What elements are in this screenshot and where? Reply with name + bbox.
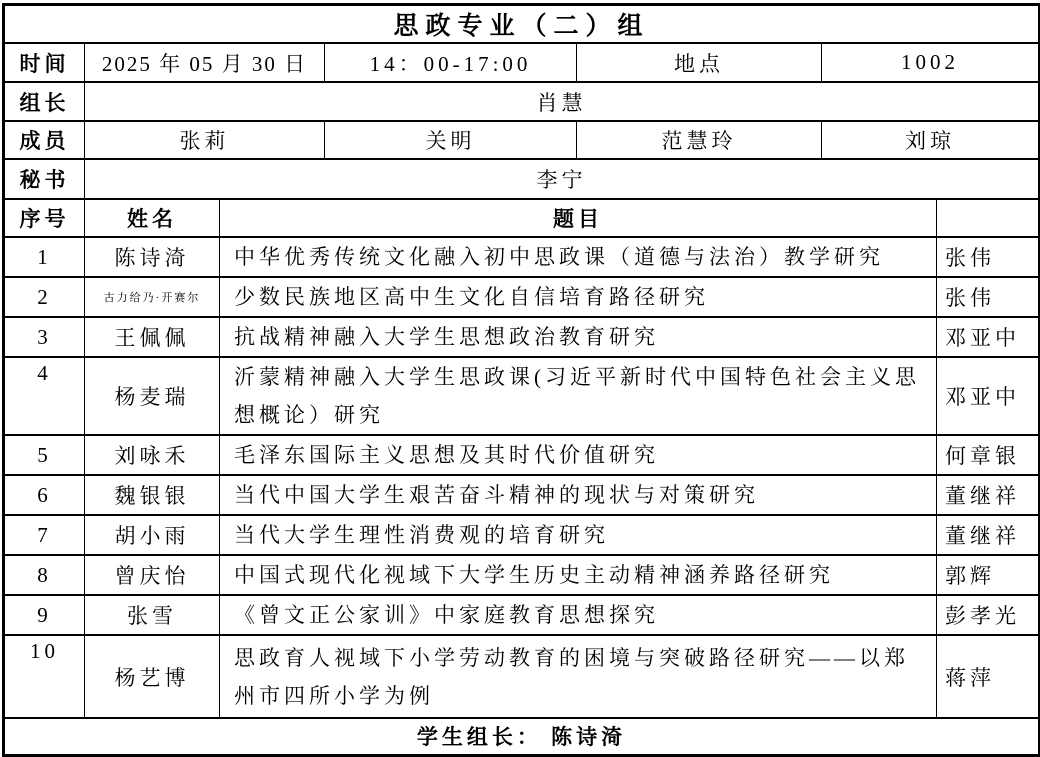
advisor-name: 董继祥: [937, 515, 1040, 555]
student-name: 胡小雨: [85, 515, 220, 555]
row-index: 2: [4, 277, 85, 317]
table-row: [4, 635, 1040, 718]
thesis-topic: 少数民族地区高中生文化自信培育路径研究: [220, 277, 937, 317]
member-name: 关明: [325, 121, 577, 159]
member-name: 张莉: [85, 121, 325, 159]
secretary-label: 秘书: [4, 159, 85, 199]
leader-row: [4, 82, 1040, 121]
table-row: [4, 317, 1040, 357]
row-index: 9: [4, 595, 85, 635]
table-row: [4, 475, 1040, 515]
table-row: [4, 515, 1040, 555]
student-name: 魏银银: [85, 475, 220, 515]
footer-row: [4, 718, 1040, 755]
advisor-name: 彭孝光: [937, 595, 1040, 635]
defense-schedule-table: [2, 3, 1040, 757]
table-row: [4, 277, 1040, 317]
advisor-name: 蒋萍: [937, 635, 1040, 718]
student-leader-note: 学生组长： 陈诗渏: [4, 718, 1040, 755]
student-name: 曾庆怡: [85, 555, 220, 595]
location-label: 地点: [577, 43, 822, 82]
advisor-name: 邓亚中: [937, 317, 1040, 357]
student-name: 张雪: [85, 595, 220, 635]
thesis-topic: 思政育人视域下小学劳动教育的困境与突破路径研究——以郑州市四所小学为例: [220, 635, 937, 718]
row-index: 6: [4, 475, 85, 515]
row-index: 7: [4, 515, 85, 555]
student-name: 古力给乃·开赛尔: [85, 277, 220, 317]
thesis-topic: 毛泽东国际主义思想及其时代价值研究: [220, 435, 937, 475]
student-name: 陈诗渏: [85, 237, 220, 277]
member-name: 范慧玲: [577, 121, 822, 159]
row-index: 3: [4, 317, 85, 357]
thesis-topic: 抗战精神融入大学生思想政治教育研究: [220, 317, 937, 357]
advisor-name: 郭辉: [937, 555, 1040, 595]
table-row: [4, 237, 1040, 277]
member-name: 刘琼: [822, 121, 1040, 159]
page-title: 思政专业（二）组: [4, 5, 1040, 44]
row-index: 5: [4, 435, 85, 475]
row-index: 10: [4, 635, 85, 718]
secretary-value: 李宁: [85, 159, 1040, 199]
table-row: [4, 357, 1040, 435]
advisor-name: 邓亚中: [937, 357, 1040, 435]
advisor-name: 何章银: [937, 435, 1040, 475]
thesis-topic: 中华优秀传统文化融入初中思政课（道德与法治）教学研究: [220, 237, 937, 277]
advisor-name: 张伟: [937, 277, 1040, 317]
members-row: [4, 121, 1040, 159]
leader-label: 组长: [4, 82, 85, 121]
index-header: 序号: [4, 199, 85, 237]
thesis-topic: 沂蒙精神融入大学生思政课(习近平新时代中国特色社会主义思想概论）研究: [220, 357, 937, 435]
secretary-row: [4, 159, 1040, 199]
student-name: 王佩佩: [85, 317, 220, 357]
thesis-topic: 当代中国大学生艰苦奋斗精神的现状与对策研究: [220, 475, 937, 515]
date-value: 2025 年 05 月 30 日: [85, 43, 325, 82]
advisor-name: 董继祥: [937, 475, 1040, 515]
advisor-name: 张伟: [937, 237, 1040, 277]
title-row: [4, 5, 1040, 44]
table-row: [4, 555, 1040, 595]
table-row: [4, 435, 1040, 475]
thesis-topic: 中国式现代化视域下大学生历史主动精神涵养路径研究: [220, 555, 937, 595]
topic-header: 题目: [220, 199, 937, 237]
leader-value: 肖慧: [85, 82, 1040, 121]
row-index: 1: [4, 237, 85, 277]
thesis-topic: 《曾文正公家训》中家庭教育思想探究: [220, 595, 937, 635]
student-name: 杨艺博: [85, 635, 220, 718]
members-label: 成员: [4, 121, 85, 159]
thesis-topic: 当代大学生理性消费观的培育研究: [220, 515, 937, 555]
table-header-row: [4, 199, 1040, 237]
time-range-value: 14：00-17:00: [325, 43, 577, 82]
room-value: 1002: [822, 43, 1040, 82]
table-row: [4, 595, 1040, 635]
name-header: 姓名: [85, 199, 220, 237]
student-name: 杨麦瑞: [85, 357, 220, 435]
row-index: 8: [4, 555, 85, 595]
student-name: 刘咏禾: [85, 435, 220, 475]
row-index: 4: [4, 357, 85, 435]
advisor-header-empty: [937, 199, 1040, 237]
time-label: 时间: [4, 43, 85, 82]
time-row: [4, 43, 1040, 82]
